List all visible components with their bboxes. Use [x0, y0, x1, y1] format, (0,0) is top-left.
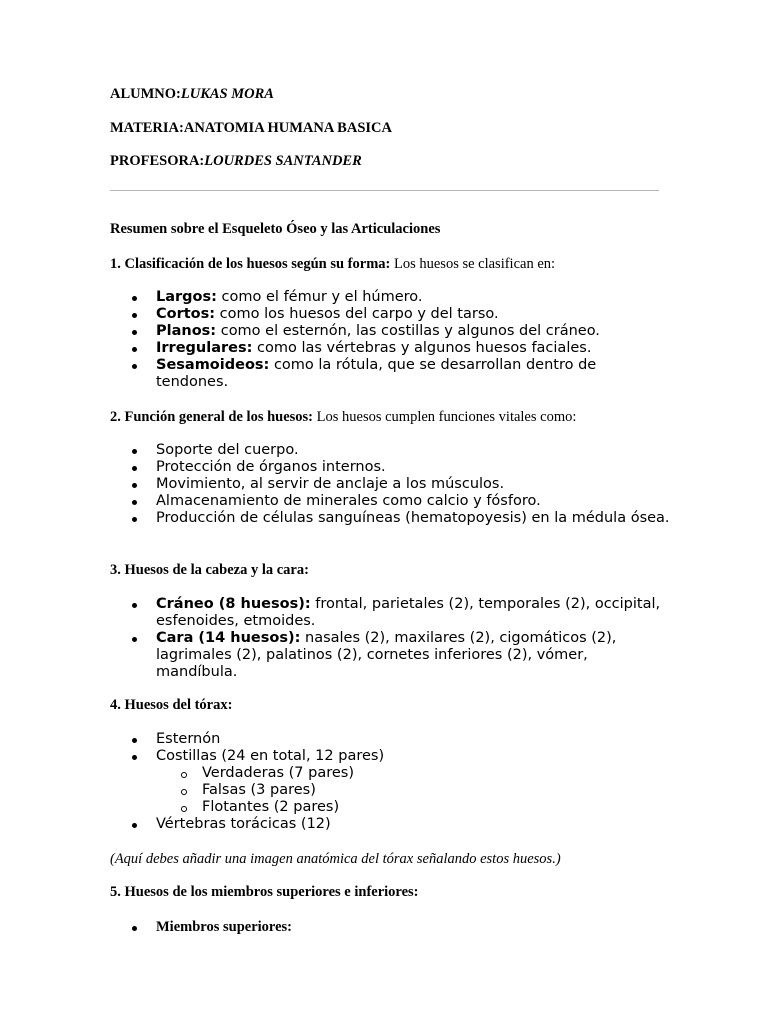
section3-list — [130, 596, 670, 681]
list-item: Soporte del cuerpo. — [130, 442, 670, 459]
list-item: Esternón — [130, 731, 670, 748]
ribs-sublist — [156, 765, 670, 816]
section5-list — [130, 919, 670, 936]
bullet-icon — [132, 347, 137, 352]
section4-heading: 4. Huesos del tórax: — [110, 697, 233, 713]
list-item: Cara (14 huesos): nasales (2), maxilares (2), cigomáticos (2), lagrimales (2), palatinos (2), cornetes inferiores (2), vómer, mandíbula. — [130, 630, 670, 681]
list-item: Protección de órganos internos. — [130, 459, 670, 476]
section4-list — [130, 731, 670, 833]
list-item: Costillas (24 en total, 12 pares) Verdaderas (7 pares) Falsas (3 pares) Flotantes (2 pares) — [130, 748, 670, 816]
section1-heading: 1. Clasificación de los huesos según su forma: Los huesos se clasifican en: — [110, 256, 556, 272]
header-divider — [110, 190, 659, 191]
alumno-line — [110, 86, 274, 103]
bullet-icon — [132, 926, 137, 931]
materia-line — [110, 120, 392, 137]
section2-heading: 2. Función general de los huesos: Los huesos cumplen funciones vitales como: — [110, 409, 577, 425]
circle-bullet-icon — [181, 789, 187, 795]
bullet-icon — [132, 466, 137, 471]
image-note: (Aquí debes añadir una imagen anatómica del tórax señalando estos huesos.) — [110, 851, 561, 867]
profesora-label: PROFESORA: — [110, 153, 205, 169]
materia-value: ANATOMIA HUMANA BASICA — [183, 120, 392, 136]
bullet-icon — [132, 517, 137, 522]
bullet-icon — [132, 313, 137, 318]
bullet-icon — [132, 603, 137, 608]
profesora-line — [110, 153, 362, 170]
list-item: Sesamoideos: como la rótula, que se desarrollan dentro de tendones. — [130, 357, 670, 391]
alumno-value: LUKAS MORA — [180, 86, 274, 102]
list-item: Planos: como el esternón, las costillas y algunos del cráneo. — [130, 323, 670, 340]
profesora-value: LOURDES SANTANDER — [204, 153, 362, 169]
bullet-icon — [132, 738, 137, 743]
section2-list — [130, 442, 670, 527]
list-item: Cráneo (8 huesos): frontal, parietales (2), temporales (2), occipital, esfenoides, etmoides. — [130, 596, 670, 630]
bullet-icon — [132, 330, 137, 335]
list-item: Cortos: como los huesos del carpo y del tarso. — [130, 306, 670, 323]
bullet-icon — [132, 500, 137, 505]
bullet-icon — [132, 364, 137, 369]
list-item: Largos: como el fémur y el húmero. — [130, 289, 670, 306]
list-item: Irregulares: como las vértebras y algunos huesos faciales. — [130, 340, 670, 357]
section5-heading: 5. Huesos de los miembros superiores e inferiores: — [110, 884, 419, 900]
sub-list-item: Verdaderas (7 pares) — [156, 765, 670, 782]
materia-label: MATERIA: — [110, 120, 184, 136]
alumno-label: ALUMNO: — [110, 86, 181, 102]
circle-bullet-icon — [181, 806, 187, 812]
bullet-icon — [132, 755, 137, 760]
list-item: Movimiento, al servir de anclaje a los músculos. — [130, 476, 670, 493]
circle-bullet-icon — [181, 772, 187, 778]
bullet-icon — [132, 637, 137, 642]
section3-heading: 3. Huesos de la cabeza y la cara: — [110, 562, 309, 578]
bullet-icon — [132, 483, 137, 488]
section1-list — [130, 289, 670, 391]
list-item: Miembros superiores: — [130, 919, 670, 936]
document-title: Resumen sobre el Esqueleto Óseo y las Articulaciones — [110, 221, 441, 237]
list-item: Producción de células sanguíneas (hematopoyesis) en la médula ósea. — [130, 510, 670, 527]
sub-list-item: Falsas (3 pares) — [156, 782, 670, 799]
bullet-icon — [132, 823, 137, 828]
list-item: Vértebras torácicas (12) — [130, 816, 670, 833]
bullet-icon — [132, 296, 137, 301]
bullet-icon — [132, 449, 137, 454]
list-item: Almacenamiento de minerales como calcio y fósforo. — [130, 493, 670, 510]
sub-list-item: Flotantes (2 pares) — [156, 799, 670, 816]
